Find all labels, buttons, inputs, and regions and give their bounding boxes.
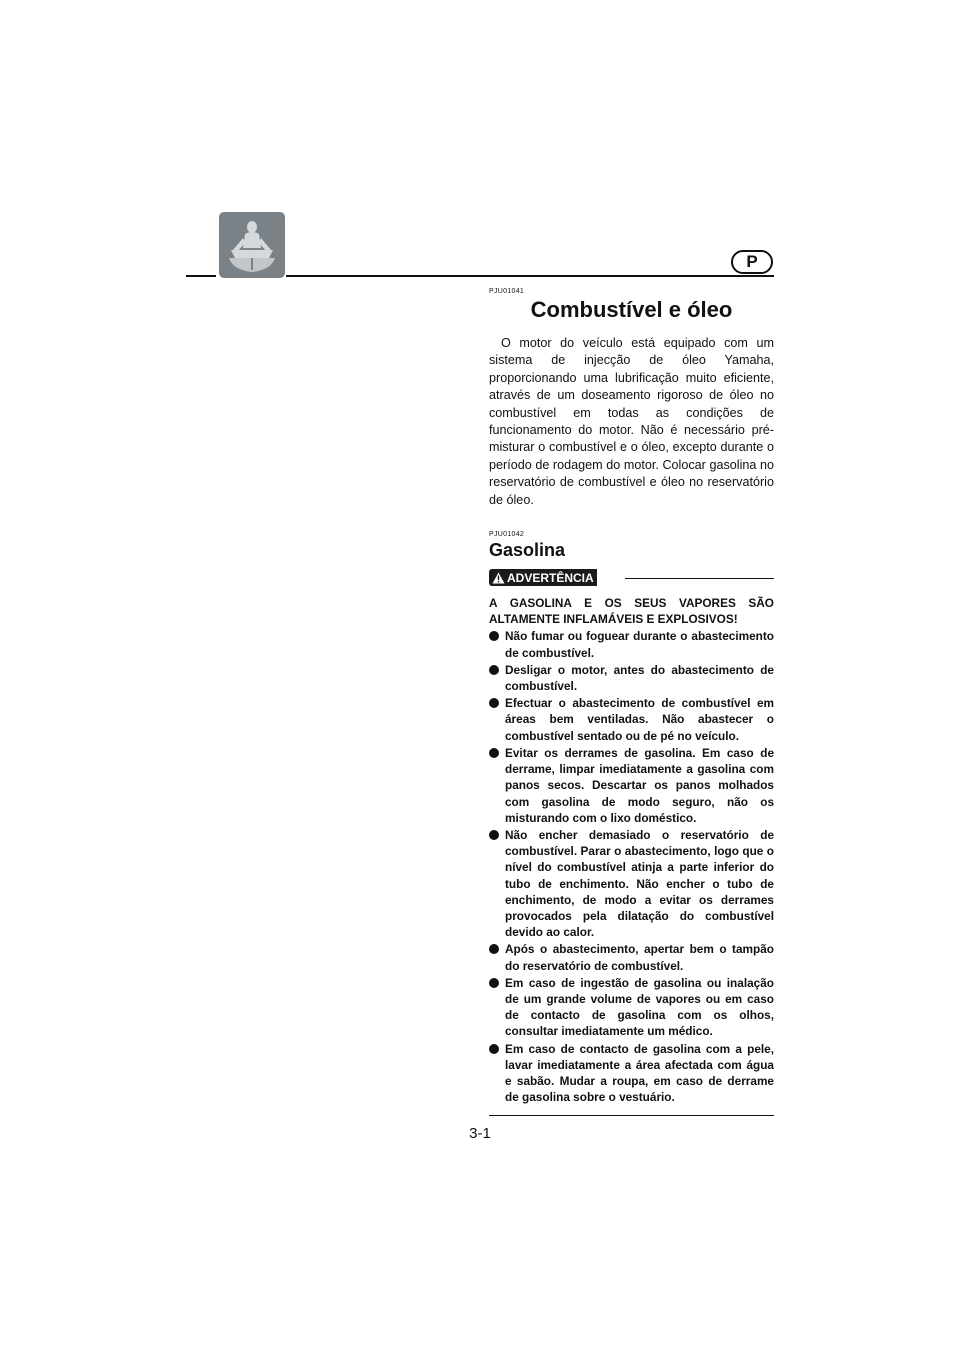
warning-rule: [625, 578, 774, 579]
warning-header: [489, 569, 774, 589]
list-item: Não fumar ou foguear durante o abastecimento de combustível.: [489, 628, 774, 660]
list-item: Em caso de ingestão de gasolina ou inalação de um grande volume de vapores ou em caso de contacto de gasolina com os olhos, consultar imediatamente um médico.: [489, 975, 774, 1040]
warning-list: [489, 628, 774, 1105]
subsection-code: PJU01042: [489, 531, 525, 539]
bullet-icon: [489, 830, 499, 840]
bullet-icon: [489, 1044, 499, 1054]
list-item: Após o abastecimento, apertar bem o tampão do reservatório de combustível.: [489, 941, 774, 973]
warning-triangle-icon: [492, 572, 505, 584]
header-rule-right: [286, 275, 774, 277]
section-code: PJU01041: [489, 288, 525, 295]
jet-ski-rider-icon: [219, 212, 285, 278]
section-title: Combustível e óleo: [530, 297, 733, 322]
list-item: Não encher demasiado o reservatório de combustível. Parar o abastecimento, logo que o nível do combustível atinja a parte inferior do tubo de enchimento. Não encher o tubo de enchimento, de modo a evitar os derrames provocados pela dilatação do combustível devido ao calor.: [489, 827, 774, 940]
warning-label: ADVERTÊNCIA: [507, 570, 594, 585]
warning-badge: [489, 569, 597, 586]
list-item: Em caso de contacto de gasolina com a pele, lavar imediatamente a área afectada com água e sabão. Mudar a roupa, em caso de derrame de gasolina sobre o vestuário.: [489, 1041, 774, 1106]
page-number: 3-1: [469, 1125, 491, 1142]
bullet-icon: [489, 748, 499, 758]
main-content: [489, 288, 774, 1116]
language-badge: P: [731, 250, 773, 274]
subsection-title: Gasolina: [489, 540, 566, 561]
warning-end-rule: [489, 1115, 774, 1116]
warning-lead: A GASOLINA E OS SEUS VAPORES SÃO ALTAMENTE INFLAMÁVEIS E EXPLOSIVOS!: [489, 596, 774, 627]
bullet-icon: [489, 944, 499, 954]
bullet-icon: [489, 978, 499, 988]
bullet-icon: [489, 665, 499, 675]
bullet-icon: [489, 631, 499, 641]
header-rule-left: [186, 275, 216, 277]
list-item: Evitar os derrames de gasolina. Em caso de derrame, limpar imediatamente a gasolina com panos secos. Descartar os panos molhados com gasolina de modo seguro, não os misturando com o lixo doméstico.: [489, 745, 774, 826]
list-item: Efectuar o abastecimento de combustível em áreas bem ventiladas. Não abastecer o combustível sentado ou de pé no veículo.: [489, 695, 774, 744]
intro-paragraph: O motor do veículo está equipado com um sistema de injecção de óleo Yamaha, proporcionando uma lubrificação muito eficiente, através de um doseamento rigoroso de óleo no combustível em todas as condições de funcionamento do motor. Não é necessário pré-misturar o combustível e o óleo, excepto durante o período de rodagem do motor. Colocar gasolina no reservatório de combustível e óleo no reservatório de óleo.: [489, 336, 774, 507]
list-item: Desligar o motor, antes do abastecimento de combustível.: [489, 662, 774, 694]
bullet-icon: [489, 698, 499, 708]
